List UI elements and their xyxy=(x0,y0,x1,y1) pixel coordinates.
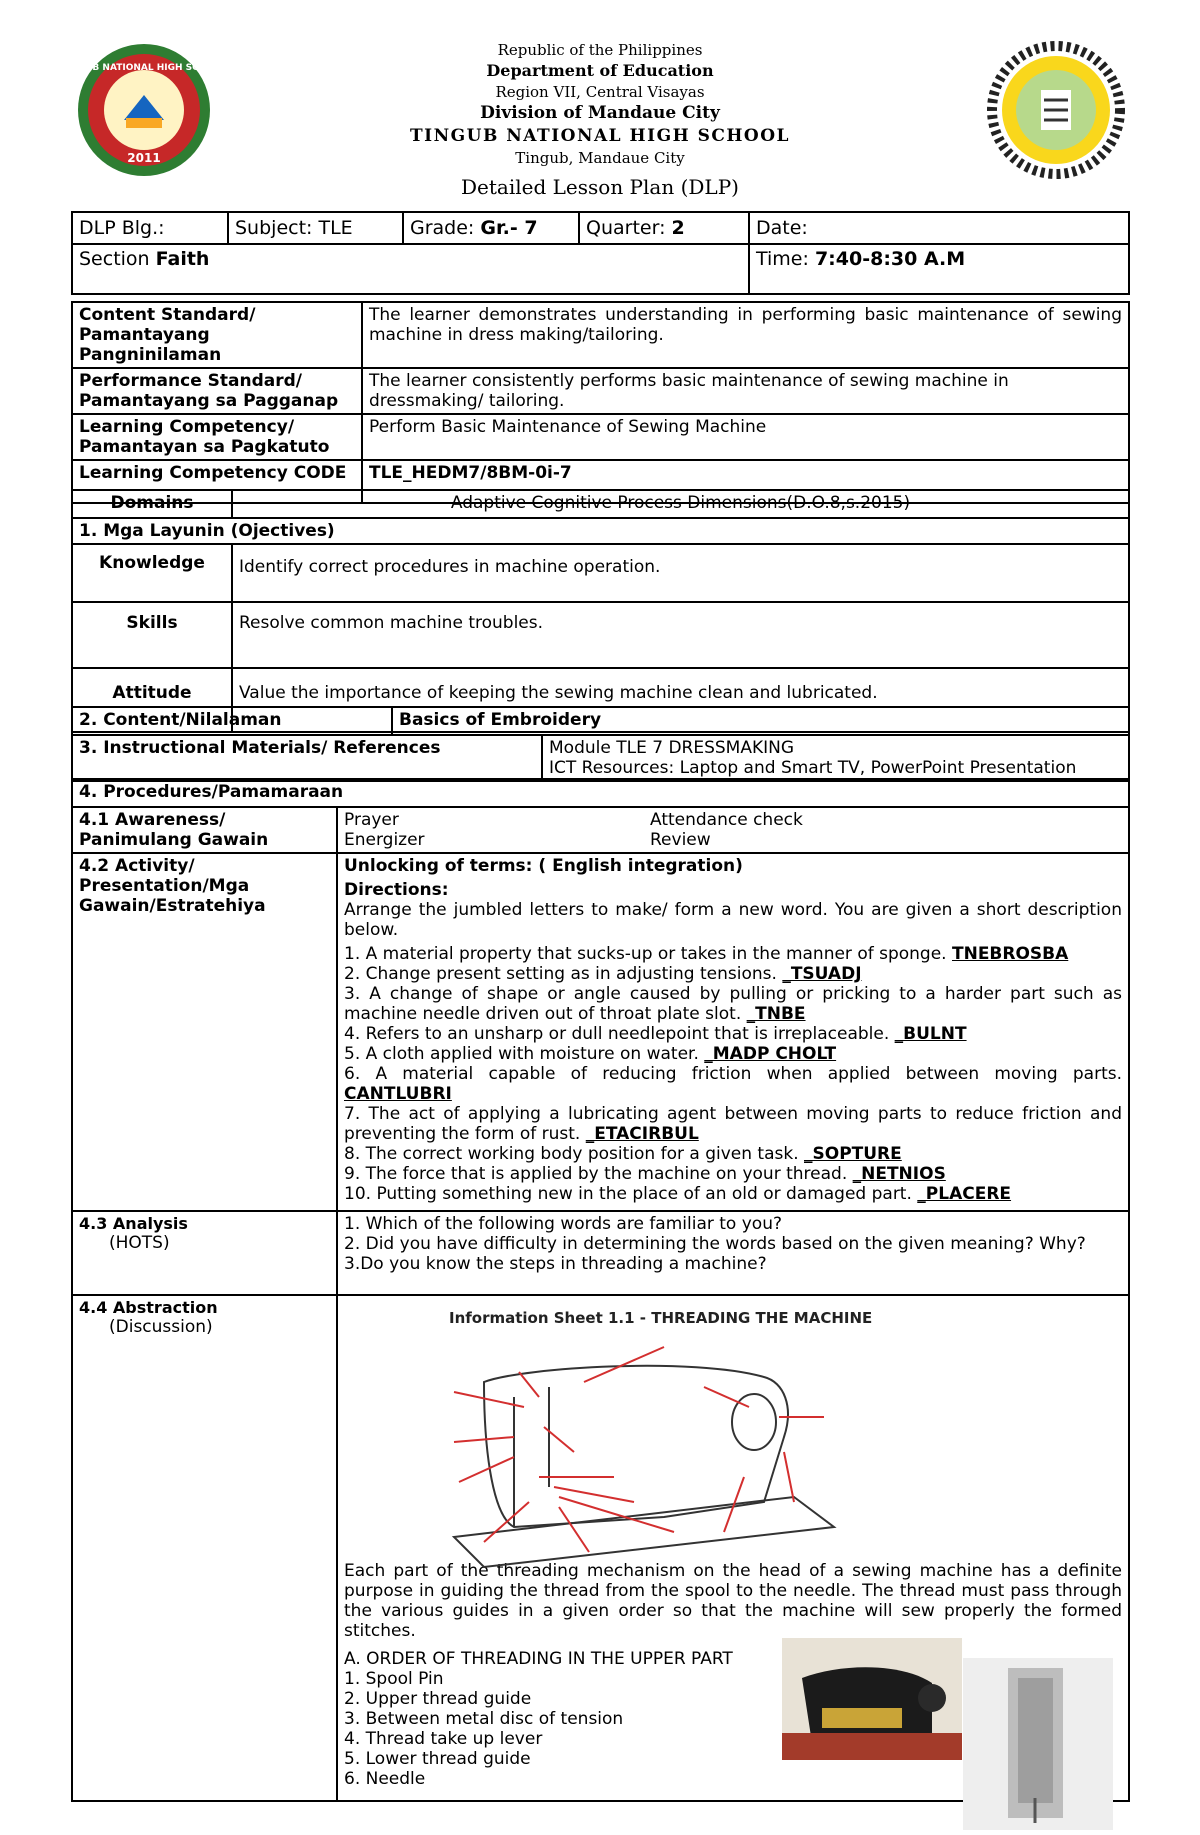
awareness-energizer: Energizer xyxy=(344,830,425,850)
competency-text: Perform Basic Maintenance of Sewing Machine xyxy=(362,414,1129,460)
department-text: Department of Education xyxy=(486,61,714,81)
analysis-row xyxy=(72,1211,1129,1295)
analysis-q3: 3.Do you know the steps in threading a machine? xyxy=(344,1254,767,1274)
materials-line-1: Module TLE 7 DRESSMAKING xyxy=(549,738,795,758)
content-standard-label: Content Standard/ Pamantayang Pangninilaman xyxy=(72,302,362,368)
activity-item-answer: _PLACERE xyxy=(917,1184,1012,1204)
domains-label: Domains xyxy=(72,490,232,518)
activity-item-answer: _TNBE xyxy=(746,1004,806,1024)
awareness-row xyxy=(72,807,1129,853)
skills-label: Skills xyxy=(72,602,232,668)
activity-item xyxy=(344,1184,1122,1204)
awareness-label: 4.1 Awareness/ Panimulang Gawain xyxy=(72,807,337,853)
content-table xyxy=(71,706,1130,736)
analysis-sub: (HOTS) xyxy=(109,1233,170,1253)
analysis-label: 4.3 Analysis xyxy=(79,1214,188,1233)
abstraction-label: 4.4 Abstraction xyxy=(79,1298,218,1317)
section-value: Faith xyxy=(155,248,210,270)
seal-text: TINGUB NATIONAL HIGH SCHOOL xyxy=(60,63,228,73)
procedures-table xyxy=(71,778,1130,1802)
activity-item-answer: _NETNIOS xyxy=(852,1164,946,1184)
order-step-3: 3. Between metal disc of tension xyxy=(344,1709,624,1729)
section-row xyxy=(72,244,1129,294)
division-text: Division of Mandaue City xyxy=(480,103,720,124)
skills-text: Resolve common machine troubles. xyxy=(232,602,1129,668)
code-label: Learning Competency CODE xyxy=(72,460,362,503)
activity-item-text: 6. A material capable of reducing friction when applied between moving parts. xyxy=(344,1064,1122,1084)
activity-item-answer: TNEBROSBA xyxy=(952,944,1069,964)
activity-item-text: 7. The act of applying a lubricating agent between moving parts to reduce friction and preventing the form of rust. xyxy=(344,1104,1122,1144)
attitude-text: Value the importance of keeping the sewing machine clean and lubricated. xyxy=(232,668,1129,732)
code-text: TLE_HEDM7/8BM-0i-7 xyxy=(362,460,1129,503)
objectives-heading: 1. Mga Layunin (Ojectives) xyxy=(72,518,1129,544)
materials-row xyxy=(72,735,1129,781)
activity-item xyxy=(344,1024,1122,1044)
materials-label: 3. Instructional Materials/ References xyxy=(72,735,542,781)
threading-diagram xyxy=(364,1302,1084,1557)
abstraction-sub: (Discussion) xyxy=(109,1317,213,1337)
grade-value: Gr.- 7 xyxy=(480,217,538,239)
objectives-heading-row xyxy=(72,518,1129,544)
seal-year: 2011 xyxy=(127,151,161,165)
competency-label: Learning Competency/ Pamantayan sa Pagkatuto xyxy=(72,414,362,460)
order-step-2: 2. Upper thread guide xyxy=(344,1689,532,1709)
competency-row xyxy=(72,414,1129,460)
activity-row xyxy=(72,853,1129,1211)
activity-item xyxy=(344,1064,1122,1104)
school-name: TINGUB NATIONAL HIGH SCHOOL xyxy=(409,126,791,147)
awareness-prayer: Prayer xyxy=(344,810,399,830)
awareness-attendance: Attendance check xyxy=(650,810,803,830)
order-step-5: 5. Lower thread guide xyxy=(344,1749,531,1769)
activity-item-answer: _TSUADJ xyxy=(782,964,862,984)
knowledge-text: Identify correct procedures in machine operation. xyxy=(232,544,1129,602)
activity-item-text: 3. A change of shape or angle caused by pulling or pricking to a harder part such as machine needle driven out of throat plate slot. xyxy=(344,984,1122,1024)
quarter-label: Quarter: xyxy=(586,217,666,239)
time-label: Time: xyxy=(756,248,809,270)
sheet-title: Information Sheet 1.1 - THREADING THE MACHINE xyxy=(449,1309,873,1327)
activity-item-text: 1. A material property that sucks-up or takes in the manner of sponge. xyxy=(344,944,952,964)
content-standard-text: The learner demonstrates understanding in performing basic maintenance of sewing machine in dress making/tailoring. xyxy=(362,302,1129,368)
activity-label: 4.2 Activity/ Presentation/Mga Gawain/Estratehiya xyxy=(72,853,337,1211)
region-text: Region VII, Central Visayas xyxy=(495,82,705,101)
analysis-q1: 1. Which of the following words are familiar to you? xyxy=(344,1214,782,1234)
activity-item-answer: _ETACIRBUL xyxy=(585,1124,699,1144)
activity-item-answer: _SOPTURE xyxy=(804,1144,902,1164)
activity-item xyxy=(344,1164,1122,1184)
sewing-machine-photo xyxy=(782,1638,962,1760)
subject-label: Subject: xyxy=(235,217,313,239)
activity-item xyxy=(344,1104,1122,1144)
activity-item xyxy=(344,1144,1122,1164)
activity-item-text: 4. Refers to an unsharp or dull needlepoint that is irreplaceable. xyxy=(344,1024,895,1044)
directions-label: Directions: xyxy=(344,880,449,900)
activity-item-text: 10. Putting something new in the place of an old or damaged part. xyxy=(344,1184,918,1204)
objectives-table xyxy=(71,489,1130,733)
document-header xyxy=(0,40,1200,201)
order-step-6: 6. Needle xyxy=(344,1769,426,1789)
machine-head-photo xyxy=(963,1658,1113,1830)
performance-standard-row xyxy=(72,368,1129,414)
republic-text: Republic of the Philippines xyxy=(497,41,703,59)
section-label: Section xyxy=(79,248,150,270)
discussion-text: Each part of the threading mechanism on the head of a sewing machine has a definite purpose in guiding the thread from the spool to the needle. The thread must pass through the various guides in a given order so that the machine will sew properly the formed stitches. xyxy=(344,1561,1122,1641)
materials-line-2: ICT Resources: Laptop and Smart TV, PowerPoint Presentation xyxy=(549,758,1077,778)
dlp-blg-label: DLP Blg.: xyxy=(79,217,165,239)
activity-item-answer: _MADP CHOLT xyxy=(704,1044,837,1064)
activity-item xyxy=(344,964,1122,984)
domains-row xyxy=(72,490,1129,518)
order-step-1: 1. Spool Pin xyxy=(344,1669,444,1689)
plan-title: Detailed Lesson Plan (DLP) xyxy=(461,175,739,200)
activity-item-answer: _BULNT xyxy=(894,1024,967,1044)
activity-item xyxy=(344,984,1122,1024)
activity-item xyxy=(344,1044,1122,1064)
content-standard-row xyxy=(72,302,1129,368)
materials-table xyxy=(71,734,1130,782)
content-label: 2. Content/Nilalaman xyxy=(72,707,392,735)
knowledge-label: Knowledge xyxy=(72,544,232,602)
activity-item-answer: CANTLUBRI xyxy=(344,1084,452,1104)
activity-item-text: 5. A cloth applied with moisture on water. xyxy=(344,1044,705,1064)
procedures-heading-row xyxy=(72,779,1129,807)
attitude-label: Attitude xyxy=(72,668,232,732)
sewing-machine-drawing xyxy=(364,1327,1084,1557)
grade-label: Grade: xyxy=(410,217,475,239)
activity-item-text: 9. The force that is applied by the machine on your thread. xyxy=(344,1164,853,1184)
subject-value: TLE xyxy=(318,217,353,239)
content-value: Basics of Embroidery xyxy=(392,707,1129,735)
knowledge-row xyxy=(72,544,1129,602)
performance-standard-text: The learner consistently performs basic maintenance of sewing machine in dressmaking/ tailoring. xyxy=(362,368,1129,414)
info-row xyxy=(72,212,1129,244)
school-location: Tingub, Mandaue City xyxy=(515,148,685,167)
order-step-4: 4. Thread take up lever xyxy=(344,1729,543,1749)
activity-item-text: 8. The correct working body position for a given task. xyxy=(344,1144,804,1164)
date-label: Date: xyxy=(756,217,808,239)
activity-items xyxy=(344,944,1122,1204)
activity-title: Unlocking of terms: ( English integration) xyxy=(344,856,743,876)
lesson-plan-table xyxy=(71,211,1130,295)
time-value: 7:40-8:30 A.M xyxy=(814,248,966,270)
awareness-review: Review xyxy=(650,830,711,850)
domains-text: Adaptive Cognitive Process Dimensions(D.O.8,s.2015) xyxy=(232,490,1129,518)
skills-row xyxy=(72,602,1129,668)
quarter-value: 2 xyxy=(671,217,685,239)
analysis-q2: 2. Did you have difficulty in determining the words based on the given meaning? Why? xyxy=(344,1234,1086,1254)
standards-table xyxy=(71,301,1130,504)
directions-text: Arrange the jumbled letters to make/ form a new word. You are given a short description below. xyxy=(344,900,1122,940)
activity-item-text: 2. Change present setting as in adjusting tensions. xyxy=(344,964,783,984)
procedures-heading: 4. Procedures/Pamamaraan xyxy=(72,779,1129,807)
order-title: A. ORDER OF THREADING IN THE UPPER PART xyxy=(344,1649,733,1669)
activity-item xyxy=(344,944,1122,964)
content-row xyxy=(72,707,1129,735)
performance-standard-label: Performance Standard/ Pamantayang sa Pagganap xyxy=(72,368,362,414)
